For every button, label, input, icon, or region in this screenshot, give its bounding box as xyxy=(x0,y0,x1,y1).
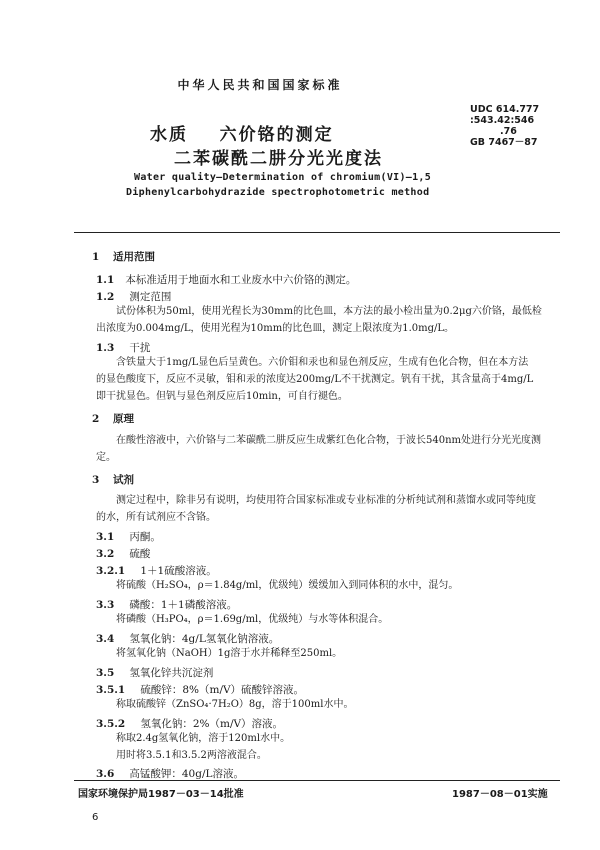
udc-line-1: UDC 614.777 xyxy=(470,104,540,115)
section-1-heading xyxy=(92,249,155,264)
clause-text: 高锰酸钾：40g/L溶液。 xyxy=(129,768,244,780)
page-number: 6 xyxy=(92,812,99,823)
clause-text: 丙酮。 xyxy=(129,531,161,543)
clause-text: 磷酸：1＋1磷酸溶液。 xyxy=(129,599,238,611)
paragraph: 含铁量大于1mg/L显色后呈黄色。六价钼和汞也和显色剂反应，生成有色化合物，但在本方法 xyxy=(116,357,529,368)
section-number: 2 xyxy=(92,413,100,425)
english-title-line-1: Water quality—Determination of chromium(VI)—1,5 xyxy=(134,172,432,183)
document-title-line-1: 水质 六价铬的测定 xyxy=(150,125,334,145)
paragraph: 用时将3.5.1和3.5.2两溶液混合。 xyxy=(116,750,267,761)
clause-number: 1.3 xyxy=(96,342,115,354)
section-title: 试剂 xyxy=(112,474,134,486)
clause-number: 3.5 xyxy=(96,667,115,679)
clause-title: 干扰 xyxy=(129,342,151,354)
footer-divider xyxy=(74,780,560,781)
clause-text: 硫酸锌：8%（m/V）硫酸锌溶液。 xyxy=(140,684,305,696)
clause-number: 3.5.2 xyxy=(96,718,126,730)
top-divider xyxy=(74,232,560,233)
approval-note: 国家环境保护局1987－03－14批准 xyxy=(78,789,244,800)
clause-text: 本标准适用于地面水和工业废水中六价铬的测定。 xyxy=(125,274,357,286)
standard-header: 中华人民共和国国家标准 xyxy=(177,78,343,92)
clause-number: 3.5.1 xyxy=(96,684,126,696)
clause-text: 氢氧化锌共沉淀剂 xyxy=(129,667,214,679)
clause-3-6 xyxy=(96,762,244,781)
clause-number: 1.1 xyxy=(96,274,115,286)
clause-text: 氢氧化钠：2%（m/V）溶液。 xyxy=(140,718,284,730)
udc-line-3: .76 xyxy=(500,126,517,137)
paragraph: 试份体积为50ml，使用光程长为30mm的比色皿，本方法的最小检出量为0.2μg六价铬，最低检 xyxy=(116,306,542,317)
english-title-line-2: Diphenylcarbohydrazide spectrophotometric method xyxy=(126,187,430,198)
section-2-heading xyxy=(92,411,134,426)
section-3-heading xyxy=(92,472,134,487)
document-title-line-2: 二苯碳酰二肼分光光度法 xyxy=(174,149,383,169)
clause-number: 3.6 xyxy=(96,768,115,780)
paragraph: 定。 xyxy=(96,452,116,463)
section-title: 适用范围 xyxy=(112,251,155,263)
paragraph: 将磷酸（H₃PO₄，ρ＝1.69g/ml，优级纯）与水等体积混合。 xyxy=(116,614,389,625)
clause-number: 3.2.1 xyxy=(96,565,126,577)
paragraph: 的显色酸度下，反应不灵敏，钼和汞的浓度达200mg/L不干扰测定。钒有干扰，其含量高于4mg/L xyxy=(96,374,534,385)
section-title: 原理 xyxy=(112,413,134,425)
clause-number: 3.1 xyxy=(96,531,115,543)
standard-codes xyxy=(470,104,539,148)
section-number: 3 xyxy=(92,474,100,486)
paragraph: 即干扰显色。但钒与显色剂反应后10min，可自行褪色。 xyxy=(96,391,348,402)
clause-number: 3.3 xyxy=(96,599,115,611)
clause-title: 测定范围 xyxy=(129,291,172,303)
gb-number: GB 7467－87 xyxy=(470,137,538,148)
section-number: 1 xyxy=(92,251,100,263)
clause-number: 3.4 xyxy=(96,633,115,645)
paragraph: 将氢氧化钠（NaOH）1g溶于水并稀释至250ml。 xyxy=(116,648,343,659)
clause-number: 1.2 xyxy=(96,291,115,303)
paragraph: 在酸性溶液中，六价铬与二苯碳酰二肼反应生成紫红色化合物，于波长540nm处进行分光光度测 xyxy=(116,435,542,446)
paragraph: 称取硫酸锌（ZnSO₄·7H₂O）8g，溶于100ml水中。 xyxy=(116,699,354,710)
implementation-date: 1987－08－01实施 xyxy=(452,789,548,800)
paragraph: 将硫酸（H₂SO₄，ρ＝1.84g/ml，优级纯）缓缓加入到同体积的水中，混匀。 xyxy=(116,580,459,591)
paragraph: 称取2.4g氢氧化钠，溶于120ml水中。 xyxy=(116,733,291,744)
paragraph: 的水，所有试剂应不含铬。 xyxy=(96,512,216,523)
clause-text: 硫酸 xyxy=(129,548,151,560)
paragraph: 出浓度为0.004mg/L，使用光程为10mm的比色皿，测定上限浓度为1.0mg/L。 xyxy=(96,323,455,334)
udc-line-2: :543.42:546 xyxy=(470,115,535,126)
paragraph: 测定过程中，除非另有说明，均使用符合国家标准或专业标准的分析纯试剂和蒸馏水或同等纯度 xyxy=(116,495,536,506)
clause-number: 3.2 xyxy=(96,548,115,560)
clause-text: 1＋1硫酸溶液。 xyxy=(140,565,217,577)
clause-text: 氢氧化钠：4g/L氢氧化钠溶液。 xyxy=(129,633,280,645)
